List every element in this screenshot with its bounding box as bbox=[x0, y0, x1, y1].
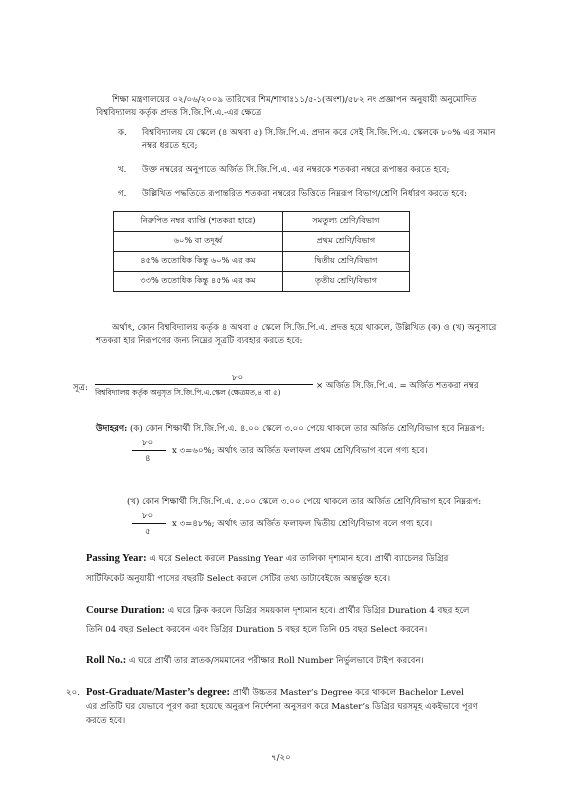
example-ka-numerator: ৮০ bbox=[142, 438, 154, 448]
item-ka-line-2: নম্বর ধরতে হবে; bbox=[142, 141, 198, 151]
course-duration-line-1 bbox=[86, 605, 469, 617]
formula-fraction-bar bbox=[95, 384, 313, 385]
table-cell: দ্বিতীয় শ্রেণি/বিভাগ bbox=[283, 252, 410, 272]
table-row bbox=[114, 232, 410, 252]
example-kha-denominator: ৫ bbox=[145, 527, 151, 537]
table-cell: প্রথম শ্রেণি/বিভাগ bbox=[283, 232, 410, 252]
table-cell: ৪৫% ততোধিক কিন্তু ৬০% এর কম bbox=[114, 252, 283, 272]
grade-table-header: সমতুল্য শ্রেণি/বিভাগ bbox=[283, 212, 410, 232]
example-kha-fraction-bar bbox=[132, 523, 166, 524]
example-ka-rest: x ৩=৬০%; অর্থাৎ তার অর্জিত ফলাফল প্রথম শ্রেণি/বিভাগ বলে গণ্য হবে। bbox=[172, 446, 428, 456]
table-cell: তৃতীয় শ্রেণি/বিভাগ bbox=[283, 272, 410, 292]
example-label: উদাহরণ: bbox=[96, 424, 128, 434]
formula-label: সূত্র: bbox=[73, 383, 88, 393]
course-duration-text-1: এ ঘরে ক্লিক করলে ডিগ্রির সময়কাল দৃশ্যমান হবে। প্রার্থীর ডিগ্রির Duration 4 বছর হলে bbox=[167, 606, 470, 616]
course-duration-line-2: তিনি 04 বছর Select করবেন এবং ডিগ্রির Duration 5 বছর হলে তিনি 05 বছর Select করবেন। bbox=[86, 625, 428, 635]
item-ka-line-1: বিশ্ববিদ্যালয় যে স্কেলে (৪ অথবা ৫) সি.জি.পি.এ. প্রদান করে সেই সি.জি.পি.এ. স্কেলকে ৮০% এর সমান bbox=[142, 128, 496, 138]
explain-line-2: শতকরা হার নিরূপণের জন্য নিম্নের সূত্রটি ব্যবহার করতে হবে: bbox=[96, 336, 303, 346]
example-kha-text: (খ) কোন শিক্ষার্থী সি.জি.পি.এ. ৫.০০ স্কেলে ৩.০০ পেয়ে থাকলে তার অর্জিত শ্রেণি/বিভাগ হবে নিম্নরূপ: bbox=[127, 497, 482, 507]
grade-table-header-row bbox=[114, 212, 410, 232]
example-kha-numerator: ৮০ bbox=[142, 511, 154, 521]
passing-year-label: Passing Year: bbox=[86, 553, 147, 564]
formula-denominator: বিশ্ববিদ্যালয় কর্তৃক অনুসৃত সি.জি.পি.এ.স্কেল (ক্ষেত্রমত,৪ বা ৫) bbox=[95, 388, 281, 397]
roll-no-text: এ ঘরে প্রার্থী তার স্নাতক/সমমানের পরীক্ষার Roll Number নির্ভুলভাবে টাইপ করবেন। bbox=[128, 656, 424, 666]
roll-no-label: Roll No.: bbox=[86, 655, 127, 666]
item-ga-marker: গ. bbox=[118, 189, 127, 199]
explain-line-1: অর্থাৎ, কোন বিশ্ববিদ্যালয় কর্তৃক ৪ অথবা ৫ স্কেলে সি.জি.পি.এ. প্রদত্ত হয়ে থাকলে, উল্লিখিত (ক) ও (খ) অনুসারে bbox=[112, 323, 497, 333]
course-duration-label: Course Duration: bbox=[86, 605, 166, 616]
post-grad-text-1: প্রার্থী উচ্চতর Master’s Degree করে থাকলে Bachelor Level bbox=[232, 688, 464, 698]
table-row bbox=[114, 252, 410, 272]
formula-numerator: ৮০ bbox=[232, 373, 244, 383]
intro-line-1: শিক্ষা মন্ত্রণালয়ের ০২/০৬/২০০৯ তারিখের শিম/শাখাঃ১১/৫-১(অংশ)/৫৮২ নং প্রজ্ঞাপন অনুযায়ী অনুমোদিত bbox=[112, 95, 477, 105]
post-grad-number: ২০. bbox=[66, 688, 80, 698]
grade-table-header: নিরুপিত নম্বর ব্যাপ্তি (শতকরা হারে) bbox=[114, 212, 283, 232]
post-grad-line-2: এর প্রতিটি ঘর যেভাবে পূরণ করা হয়েছে অনুরূপ নির্দেশনা অনুসরণ করে Master’s ডিগ্রির ঘরসমূহ একইভাবে পূরণ bbox=[86, 702, 478, 712]
example-ka-line bbox=[96, 423, 485, 435]
grade-table bbox=[113, 211, 410, 292]
post-grad-label: Post-Graduate/Master’s degree: bbox=[86, 687, 230, 698]
item-kha-marker: খ. bbox=[118, 165, 127, 175]
table-cell: ৬০% বা তদূর্ধ্ব bbox=[114, 232, 283, 252]
page-number: ৭/২০ bbox=[271, 753, 291, 763]
roll-no-line bbox=[86, 655, 424, 667]
item-ka-marker: ক. bbox=[118, 128, 127, 138]
example-kha-rest: x ৩=৪৮%; অর্থাৎ তার অর্জিত ফলাফল দ্বিতীয় শ্রেণি/বিভাগ বলে গণ্য হবে। bbox=[172, 519, 433, 529]
table-row bbox=[114, 272, 410, 292]
formula-rest: × অর্জিত সি.জি.পি.এ. = অর্জিত শতকরা নম্বর bbox=[316, 381, 479, 391]
item-kha-line-1: উক্ত নম্বরের অনুপাতে অর্জিত সি.জি.পি.এ. এর নম্বরকে শতকরা নম্বরে রূপান্তর করতে হবে; bbox=[142, 165, 450, 175]
passing-year-line-2: সার্টিফিকেট অনুযায়ী পাসের বছরটি Select করলে সেটির তথ্য ডাটাবেইজে অন্তর্ভুক্ত হবে। bbox=[86, 574, 391, 584]
example-ka-fraction-bar bbox=[132, 450, 166, 451]
passing-year-line-1 bbox=[86, 553, 448, 565]
post-grad-line-3: করতে হবে। bbox=[86, 716, 126, 726]
example-ka-text: (ক) কোন শিক্ষার্থী সি.জি.পি.এ. ৪.০০ স্কেলে ৩.০০ পেয়ে থাকলে তার অর্জিত শ্রেণি/বিভাগ হবে নিম্নরূপ: bbox=[130, 424, 485, 434]
post-grad-line-1 bbox=[86, 687, 464, 699]
intro-line-2: বিশ্ববিদ্যালয় কর্তৃক প্রদত্ত সি.জি.পি.এ.-এর ক্ষেত্রে bbox=[96, 108, 262, 118]
table-cell: ৩৩% ততোধিক কিন্তু ৪৫% এর কম bbox=[114, 272, 283, 292]
example-ka-denominator: ৪ bbox=[145, 454, 151, 464]
passing-year-text-1: এ ঘরে Select করলে Passing Year এর তালিকা দৃশ্যমান হবে। প্রার্থী ব্যাচেলর ডিগ্রির bbox=[149, 554, 449, 564]
item-ga-line-1: উল্লিখিত পদ্ধতিতে রূপান্তরিত শতকরা নম্বরের ভিত্তিতে নিম্নরূপ বিভাগ/শ্রেণি নির্ধারণ করতে হবে: bbox=[142, 189, 468, 199]
